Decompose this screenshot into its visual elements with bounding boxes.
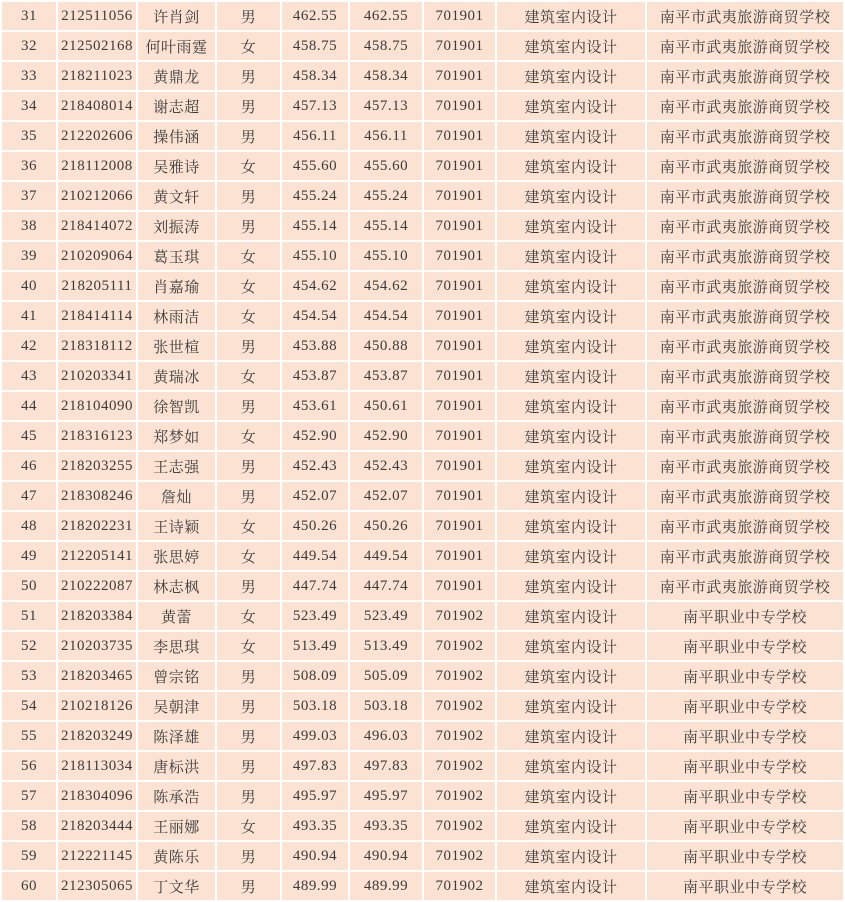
cell-student-name: 黄鼎龙 <box>138 62 215 90</box>
cell-row-number: 45 <box>2 422 56 450</box>
cell-gender: 男 <box>217 122 280 150</box>
cell-score-1: 455.10 <box>282 242 348 270</box>
cell-school-name: 南平市武夷旅游商贸学校 <box>647 122 843 150</box>
cell-score-1: 455.60 <box>282 152 348 180</box>
cell-gender: 女 <box>217 362 280 390</box>
cell-score-1: 454.54 <box>282 302 348 330</box>
cell-score-2: 452.07 <box>350 482 422 510</box>
cell-school-name: 南平职业中专学校 <box>647 752 843 780</box>
cell-major-name: 建筑室内设计 <box>497 572 645 600</box>
cell-gender: 女 <box>217 32 280 60</box>
cell-school-name: 南平市武夷旅游商贸学校 <box>647 62 843 90</box>
cell-student-id: 218316123 <box>58 422 136 450</box>
cell-gender: 男 <box>217 692 280 720</box>
cell-major-name: 建筑室内设计 <box>497 122 645 150</box>
cell-student-id: 218203444 <box>58 812 136 840</box>
cell-major-code: 701901 <box>424 302 495 330</box>
cell-score-2: 447.74 <box>350 572 422 600</box>
cell-student-name: 詹灿 <box>138 482 215 510</box>
cell-student-id: 212202606 <box>58 122 136 150</box>
cell-score-1: 453.61 <box>282 392 348 420</box>
cell-row-number: 47 <box>2 482 56 510</box>
cell-student-id: 218414072 <box>58 212 136 240</box>
cell-student-id: 218112008 <box>58 152 136 180</box>
cell-row-number: 39 <box>2 242 56 270</box>
cell-major-name: 建筑室内设计 <box>497 452 645 480</box>
cell-student-id: 212502168 <box>58 32 136 60</box>
cell-student-name: 林志枫 <box>138 572 215 600</box>
cell-row-number: 59 <box>2 842 56 870</box>
cell-student-name: 曾宗铭 <box>138 662 215 690</box>
cell-student-id: 210218126 <box>58 692 136 720</box>
cell-school-name: 南平市武夷旅游商贸学校 <box>647 302 843 330</box>
cell-major-code: 701901 <box>424 452 495 480</box>
cell-student-name: 王丽娜 <box>138 812 215 840</box>
cell-major-name: 建筑室内设计 <box>497 242 645 270</box>
cell-score-2: 457.13 <box>350 92 422 120</box>
cell-score-2: 458.34 <box>350 62 422 90</box>
cell-gender: 男 <box>217 212 280 240</box>
cell-row-number: 44 <box>2 392 56 420</box>
cell-score-2: 503.18 <box>350 692 422 720</box>
cell-score-2: 490.94 <box>350 842 422 870</box>
cell-student-name: 唐标洪 <box>138 752 215 780</box>
cell-score-2: 450.88 <box>350 332 422 360</box>
cell-student-name: 刘振涛 <box>138 212 215 240</box>
cell-school-name: 南平职业中专学校 <box>647 842 843 870</box>
cell-row-number: 54 <box>2 692 56 720</box>
cell-major-code: 701901 <box>424 242 495 270</box>
cell-major-code: 701901 <box>424 182 495 210</box>
cell-score-1: 454.62 <box>282 272 348 300</box>
cell-gender: 男 <box>217 62 280 90</box>
cell-student-id: 218203249 <box>58 722 136 750</box>
cell-score-2: 452.90 <box>350 422 422 450</box>
cell-score-1: 490.94 <box>282 842 348 870</box>
cell-school-name: 南平市武夷旅游商贸学校 <box>647 512 843 540</box>
cell-major-code: 701901 <box>424 32 495 60</box>
cell-gender: 男 <box>217 782 280 810</box>
cell-major-code: 701901 <box>424 212 495 240</box>
cell-score-1: 449.54 <box>282 542 348 570</box>
cell-score-1: 447.74 <box>282 572 348 600</box>
cell-school-name: 南平市武夷旅游商贸学校 <box>647 482 843 510</box>
cell-student-id: 210209064 <box>58 242 136 270</box>
cell-row-number: 55 <box>2 722 56 750</box>
cell-score-1: 458.75 <box>282 32 348 60</box>
cell-school-name: 南平市武夷旅游商贸学校 <box>647 212 843 240</box>
cell-student-name: 张世楦 <box>138 332 215 360</box>
cell-school-name: 南平职业中专学校 <box>647 722 843 750</box>
cell-gender: 男 <box>217 332 280 360</box>
cell-student-id: 212305065 <box>58 872 136 900</box>
cell-school-name: 南平市武夷旅游商贸学校 <box>647 2 843 30</box>
cell-student-name: 林雨洁 <box>138 302 215 330</box>
cell-row-number: 33 <box>2 62 56 90</box>
cell-school-name: 南平市武夷旅游商贸学校 <box>647 242 843 270</box>
cell-student-id: 218104090 <box>58 392 136 420</box>
cell-school-name: 南平职业中专学校 <box>647 782 843 810</box>
cell-major-name: 建筑室内设计 <box>497 212 645 240</box>
cell-major-name: 建筑室内设计 <box>497 482 645 510</box>
cell-score-2: 454.54 <box>350 302 422 330</box>
cell-score-1: 455.14 <box>282 212 348 240</box>
cell-school-name: 南平市武夷旅游商贸学校 <box>647 92 843 120</box>
cell-major-code: 701901 <box>424 152 495 180</box>
cell-score-2: 456.11 <box>350 122 422 150</box>
cell-student-id: 210222087 <box>58 572 136 600</box>
cell-row-number: 60 <box>2 872 56 900</box>
cell-major-name: 建筑室内设计 <box>497 752 645 780</box>
cell-student-name: 李思琪 <box>138 632 215 660</box>
cell-major-name: 建筑室内设计 <box>497 92 645 120</box>
cell-score-2: 450.61 <box>350 392 422 420</box>
cell-student-name: 黄瑞冰 <box>138 362 215 390</box>
cell-score-2: 496.03 <box>350 722 422 750</box>
cell-student-id: 212511056 <box>58 2 136 30</box>
cell-score-2: 495.97 <box>350 782 422 810</box>
cell-school-name: 南平职业中专学校 <box>647 602 843 630</box>
cell-row-number: 50 <box>2 572 56 600</box>
cell-school-name: 南平职业中专学校 <box>647 662 843 690</box>
cell-score-2: 450.26 <box>350 512 422 540</box>
cell-score-2: 489.99 <box>350 872 422 900</box>
cell-score-2: 455.10 <box>350 242 422 270</box>
cell-student-name: 何叶雨霆 <box>138 32 215 60</box>
cell-major-name: 建筑室内设计 <box>497 662 645 690</box>
cell-gender: 女 <box>217 422 280 450</box>
cell-school-name: 南平市武夷旅游商贸学校 <box>647 272 843 300</box>
cell-score-2: 449.54 <box>350 542 422 570</box>
cell-major-name: 建筑室内设计 <box>497 392 645 420</box>
cell-school-name: 南平市武夷旅游商贸学校 <box>647 332 843 360</box>
cell-student-id: 218318112 <box>58 332 136 360</box>
cell-major-name: 建筑室内设计 <box>497 602 645 630</box>
cell-score-1: 455.24 <box>282 182 348 210</box>
cell-gender: 男 <box>217 662 280 690</box>
cell-major-code: 701902 <box>424 842 495 870</box>
cell-score-1: 503.18 <box>282 692 348 720</box>
cell-gender: 女 <box>217 242 280 270</box>
cell-row-number: 51 <box>2 602 56 630</box>
cell-major-name: 建筑室内设计 <box>497 542 645 570</box>
cell-row-number: 48 <box>2 512 56 540</box>
cell-score-2: 454.62 <box>350 272 422 300</box>
cell-student-id: 218414114 <box>58 302 136 330</box>
cell-row-number: 43 <box>2 362 56 390</box>
cell-gender: 男 <box>217 482 280 510</box>
cell-major-code: 701901 <box>424 272 495 300</box>
cell-major-code: 701902 <box>424 662 495 690</box>
cell-row-number: 36 <box>2 152 56 180</box>
cell-score-1: 452.07 <box>282 482 348 510</box>
cell-major-name: 建筑室内设计 <box>497 182 645 210</box>
cell-school-name: 南平职业中专学校 <box>647 632 843 660</box>
cell-gender: 男 <box>217 392 280 420</box>
cell-student-id: 218205111 <box>58 272 136 300</box>
cell-student-name: 陈承浩 <box>138 782 215 810</box>
cell-school-name: 南平市武夷旅游商贸学校 <box>647 452 843 480</box>
cell-score-1: 513.49 <box>282 632 348 660</box>
cell-score-2: 453.87 <box>350 362 422 390</box>
cell-student-id: 218408014 <box>58 92 136 120</box>
cell-student-id: 210212066 <box>58 182 136 210</box>
cell-row-number: 46 <box>2 452 56 480</box>
cell-school-name: 南平市武夷旅游商贸学校 <box>647 392 843 420</box>
cell-row-number: 52 <box>2 632 56 660</box>
cell-score-1: 457.13 <box>282 92 348 120</box>
cell-row-number: 41 <box>2 302 56 330</box>
cell-row-number: 32 <box>2 32 56 60</box>
cell-major-code: 701901 <box>424 542 495 570</box>
cell-score-1: 458.34 <box>282 62 348 90</box>
cell-gender: 男 <box>217 842 280 870</box>
cell-major-code: 701901 <box>424 422 495 450</box>
cell-student-id: 212221145 <box>58 842 136 870</box>
cell-student-name: 黄陈乐 <box>138 842 215 870</box>
cell-school-name: 南平市武夷旅游商贸学校 <box>647 572 843 600</box>
cell-gender: 女 <box>217 602 280 630</box>
cell-student-name: 黄文轩 <box>138 182 215 210</box>
cell-score-1: 499.03 <box>282 722 348 750</box>
cell-row-number: 58 <box>2 812 56 840</box>
cell-gender: 女 <box>217 152 280 180</box>
cell-student-name: 郑梦如 <box>138 422 215 450</box>
cell-score-2: 458.75 <box>350 32 422 60</box>
cell-row-number: 37 <box>2 182 56 210</box>
cell-major-name: 建筑室内设计 <box>497 302 645 330</box>
cell-score-1: 456.11 <box>282 122 348 150</box>
cell-student-id: 218203465 <box>58 662 136 690</box>
cell-major-name: 建筑室内设计 <box>497 272 645 300</box>
cell-score-1: 462.55 <box>282 2 348 30</box>
cell-gender: 男 <box>217 722 280 750</box>
cell-student-name: 葛玉琪 <box>138 242 215 270</box>
cell-major-code: 701901 <box>424 362 495 390</box>
cell-student-name: 王志强 <box>138 452 215 480</box>
cell-student-id: 218203384 <box>58 602 136 630</box>
cell-student-name: 谢志超 <box>138 92 215 120</box>
cell-score-1: 452.43 <box>282 452 348 480</box>
cell-gender: 男 <box>217 572 280 600</box>
cell-student-id: 218113034 <box>58 752 136 780</box>
cell-major-name: 建筑室内设计 <box>497 722 645 750</box>
cell-row-number: 40 <box>2 272 56 300</box>
cell-student-name: 陈泽雄 <box>138 722 215 750</box>
cell-major-code: 701902 <box>424 812 495 840</box>
cell-student-id: 218203255 <box>58 452 136 480</box>
cell-student-id: 218304096 <box>58 782 136 810</box>
cell-score-2: 455.14 <box>350 212 422 240</box>
cell-score-2: 505.09 <box>350 662 422 690</box>
cell-gender: 男 <box>217 752 280 780</box>
cell-student-name: 黄蕾 <box>138 602 215 630</box>
cell-major-name: 建筑室内设计 <box>497 692 645 720</box>
cell-score-1: 489.99 <box>282 872 348 900</box>
cell-student-name: 丁文华 <box>138 872 215 900</box>
cell-student-name: 操伟涵 <box>138 122 215 150</box>
cell-major-code: 701902 <box>424 782 495 810</box>
cell-major-name: 建筑室内设计 <box>497 422 645 450</box>
cell-score-2: 523.49 <box>350 602 422 630</box>
cell-major-name: 建筑室内设计 <box>497 812 645 840</box>
cell-gender: 男 <box>217 452 280 480</box>
cell-student-id: 218202231 <box>58 512 136 540</box>
cell-major-code: 701902 <box>424 872 495 900</box>
cell-major-name: 建筑室内设计 <box>497 332 645 360</box>
cell-score-1: 493.35 <box>282 812 348 840</box>
cell-major-code: 701902 <box>424 752 495 780</box>
cell-row-number: 49 <box>2 542 56 570</box>
cell-school-name: 南平市武夷旅游商贸学校 <box>647 32 843 60</box>
cell-major-code: 701901 <box>424 392 495 420</box>
cell-gender: 男 <box>217 872 280 900</box>
cell-major-name: 建筑室内设计 <box>497 872 645 900</box>
cell-score-2: 513.49 <box>350 632 422 660</box>
cell-major-name: 建筑室内设计 <box>497 362 645 390</box>
cell-major-name: 建筑室内设计 <box>497 632 645 660</box>
cell-score-2: 455.60 <box>350 152 422 180</box>
cell-school-name: 南平职业中专学校 <box>647 692 843 720</box>
cell-score-2: 452.43 <box>350 452 422 480</box>
cell-major-code: 701902 <box>424 692 495 720</box>
cell-score-1: 452.90 <box>282 422 348 450</box>
cell-student-name: 张思婷 <box>138 542 215 570</box>
cell-score-1: 495.97 <box>282 782 348 810</box>
cell-row-number: 34 <box>2 92 56 120</box>
cell-score-1: 497.83 <box>282 752 348 780</box>
cell-gender: 女 <box>217 812 280 840</box>
cell-row-number: 42 <box>2 332 56 360</box>
cell-major-code: 701902 <box>424 602 495 630</box>
cell-gender: 男 <box>217 2 280 30</box>
cell-row-number: 56 <box>2 752 56 780</box>
cell-score-2: 455.24 <box>350 182 422 210</box>
cell-gender: 女 <box>217 632 280 660</box>
cell-score-2: 497.83 <box>350 752 422 780</box>
cell-student-name: 王诗颖 <box>138 512 215 540</box>
cell-row-number: 53 <box>2 662 56 690</box>
cell-student-name: 徐智凯 <box>138 392 215 420</box>
cell-gender: 女 <box>217 512 280 540</box>
cell-school-name: 南平市武夷旅游商贸学校 <box>647 152 843 180</box>
cell-student-name: 吴朝津 <box>138 692 215 720</box>
cell-major-code: 701901 <box>424 482 495 510</box>
cell-major-name: 建筑室内设计 <box>497 782 645 810</box>
cell-major-code: 701902 <box>424 722 495 750</box>
cell-student-id: 212205141 <box>58 542 136 570</box>
cell-major-name: 建筑室内设计 <box>497 2 645 30</box>
cell-school-name: 南平职业中专学校 <box>647 812 843 840</box>
cell-score-2: 493.35 <box>350 812 422 840</box>
cell-student-name: 吴雅诗 <box>138 152 215 180</box>
cell-student-name: 肖嘉瑜 <box>138 272 215 300</box>
cell-score-1: 450.26 <box>282 512 348 540</box>
cell-row-number: 57 <box>2 782 56 810</box>
cell-gender: 女 <box>217 272 280 300</box>
cell-gender: 女 <box>217 542 280 570</box>
cell-row-number: 38 <box>2 212 56 240</box>
cell-student-id: 218308246 <box>58 482 136 510</box>
cell-score-2: 462.55 <box>350 2 422 30</box>
cell-gender: 女 <box>217 302 280 330</box>
cell-major-code: 701901 <box>424 332 495 360</box>
cell-school-name: 南平市武夷旅游商贸学校 <box>647 422 843 450</box>
cell-student-name: 许肖剑 <box>138 2 215 30</box>
cell-row-number: 31 <box>2 2 56 30</box>
cell-major-code: 701901 <box>424 92 495 120</box>
cell-student-id: 210203341 <box>58 362 136 390</box>
cell-school-name: 南平市武夷旅游商贸学校 <box>647 182 843 210</box>
cell-score-1: 508.09 <box>282 662 348 690</box>
cell-major-code: 701901 <box>424 122 495 150</box>
cell-gender: 男 <box>217 182 280 210</box>
cell-major-code: 701902 <box>424 632 495 660</box>
cell-score-1: 453.88 <box>282 332 348 360</box>
cell-score-1: 523.49 <box>282 602 348 630</box>
cell-major-code: 701901 <box>424 572 495 600</box>
cell-gender: 男 <box>217 92 280 120</box>
cell-school-name: 南平市武夷旅游商贸学校 <box>647 542 843 570</box>
cell-major-name: 建筑室内设计 <box>497 32 645 60</box>
cell-score-1: 453.87 <box>282 362 348 390</box>
cell-major-name: 建筑室内设计 <box>497 842 645 870</box>
cell-school-name: 南平市武夷旅游商贸学校 <box>647 362 843 390</box>
cell-row-number: 35 <box>2 122 56 150</box>
cell-major-name: 建筑室内设计 <box>497 512 645 540</box>
cell-student-id: 210203735 <box>58 632 136 660</box>
cell-major-code: 701901 <box>424 2 495 30</box>
cell-major-code: 701901 <box>424 512 495 540</box>
cell-major-name: 建筑室内设计 <box>497 152 645 180</box>
cell-major-code: 701901 <box>424 62 495 90</box>
cell-student-id: 218211023 <box>58 62 136 90</box>
cell-school-name: 南平职业中专学校 <box>647 872 843 900</box>
cell-major-name: 建筑室内设计 <box>497 62 645 90</box>
